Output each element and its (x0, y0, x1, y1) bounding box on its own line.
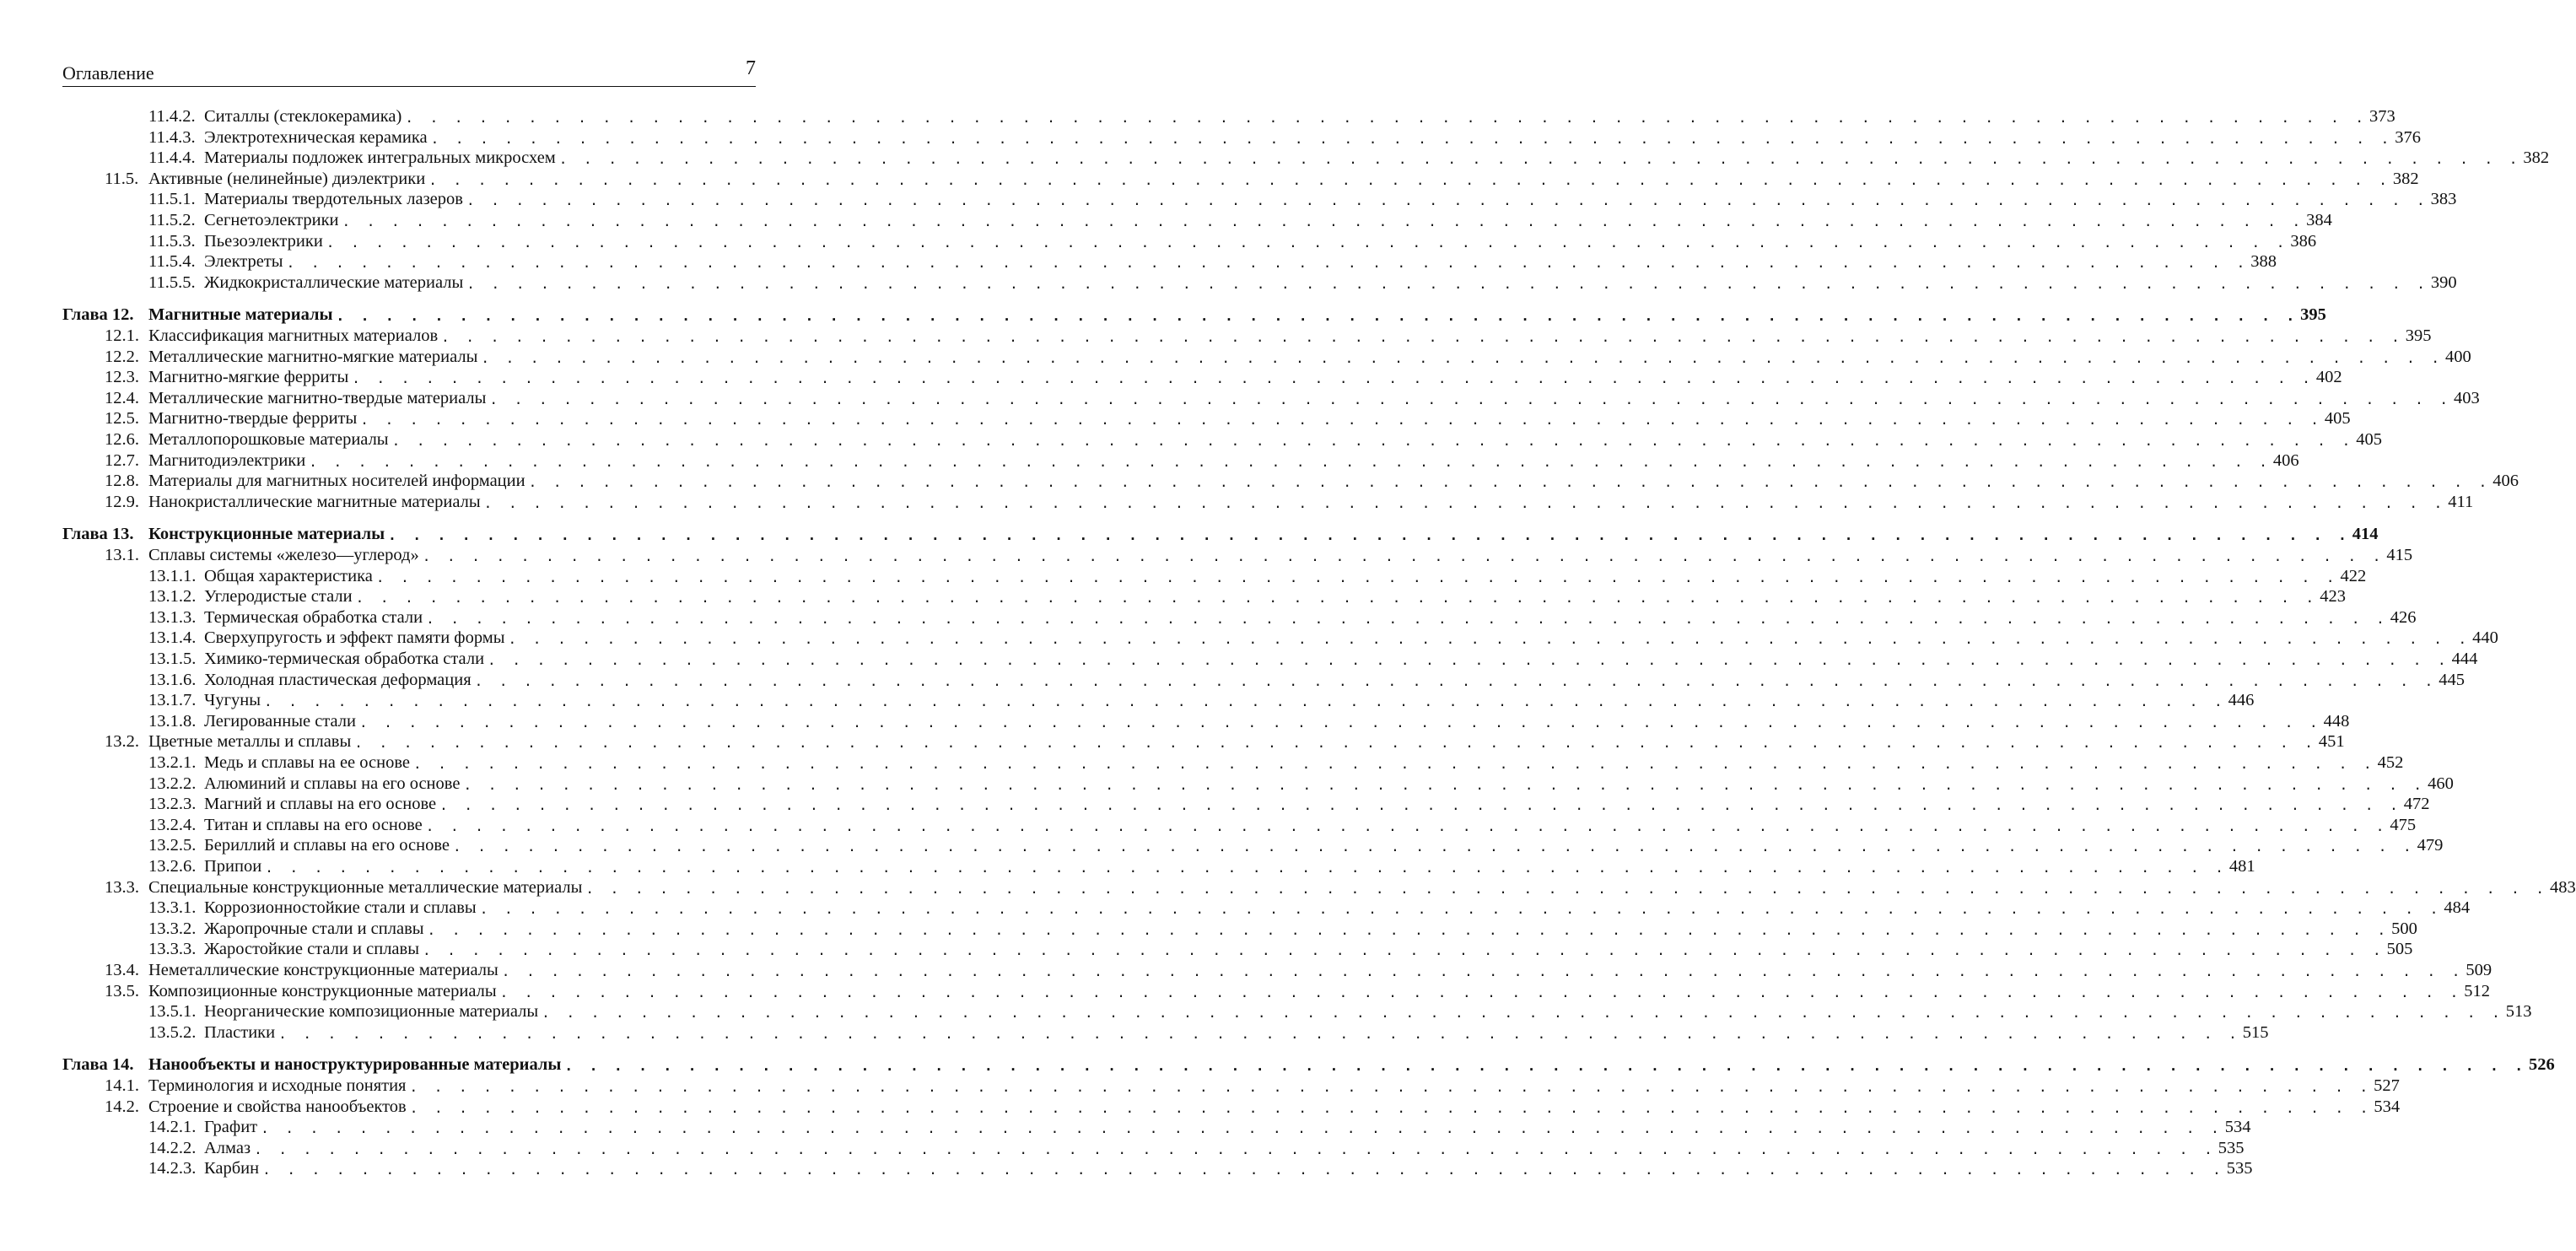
toc-entry (148, 752, 2404, 773)
dot-leader (254, 1141, 2217, 1158)
toc-entry-number: 13.1.7. (148, 691, 197, 710)
toc-entry-page: 405 (2324, 409, 2351, 429)
toc-entry-title: Пьезоэлектрики (204, 231, 323, 251)
dot-leader (392, 433, 2355, 450)
toc-entry (148, 938, 2413, 959)
toc-entry-number: 14.2.1. (148, 1118, 197, 1137)
toc-entry-number: 13.3.2. (148, 919, 197, 938)
toc-entry (105, 168, 2419, 189)
toc-entry-page: 505 (2386, 940, 2413, 959)
toc-entry (105, 959, 2492, 980)
toc-entry-number: 13.1.4. (148, 628, 197, 648)
toc-entry-title: Коррозионностойкие стали и сплавы (204, 898, 477, 918)
toc-entry (105, 1075, 2400, 1096)
toc-entry-number: 13.1.5. (148, 650, 197, 668)
toc-entry-number: 11.5. (105, 169, 139, 188)
toc-entry-number: 11.5.4. (148, 252, 196, 272)
toc-entry-title: Термическая обработка стали (204, 607, 423, 627)
toc-entry (148, 209, 2332, 230)
toc-entry-title: Магнитные материалы (148, 305, 333, 325)
toc-entry-title: Металлические магнитно-твердые материалы (148, 388, 487, 407)
toc-entry (148, 648, 2478, 669)
toc-entry-title: Конструкционные материалы (148, 525, 385, 544)
toc-entry (105, 450, 2299, 471)
dot-leader (466, 276, 2429, 293)
toc-entry-number: Глава 13. (62, 525, 134, 544)
toc-entry-page: 451 (2318, 732, 2345, 752)
toc-entry-number: 13.2.1. (148, 753, 197, 772)
toc-entry-number: 13.1.2. (148, 587, 197, 607)
dot-leader (431, 131, 2394, 148)
dot-leader (426, 611, 2389, 628)
toc-entry-number: 11.4.3. (148, 127, 196, 147)
toc-entry (148, 251, 2277, 272)
dot-leader (413, 756, 2376, 773)
toc-entry-title: Магний и сплавы на его основе (204, 795, 437, 814)
dot-leader (481, 350, 2444, 367)
toc-entry-number: 13.2.4. (148, 815, 197, 834)
dot-leader (309, 454, 2272, 471)
toc-entry-title: Электротехническая керамика (204, 127, 428, 147)
toc-entry-number: 11.5.3. (148, 231, 196, 251)
toc-entry (105, 470, 2519, 491)
toc-entry-page: 472 (2403, 795, 2430, 814)
page-number: 7 (746, 57, 756, 79)
toc-entry-number: Глава 12. (62, 305, 134, 325)
toc-entry-title: Чугуны (204, 691, 261, 710)
toc-entry-page: 440 (2472, 628, 2498, 648)
toc-entry (148, 710, 2350, 731)
dot-leader (410, 1100, 2373, 1117)
toc-entry-page: 534 (2374, 1097, 2401, 1116)
toc-entry-page: 513 (2505, 1002, 2532, 1022)
toc-entry-number: 12.2. (105, 347, 139, 366)
toc-entry-page: 460 (2428, 774, 2454, 793)
dot-leader (262, 1162, 2225, 1178)
dot-leader (342, 213, 2305, 230)
toc-entry-title: Неорганические композиционные материалы (204, 1002, 539, 1022)
toc-entry (148, 147, 2550, 168)
toc-entry-title: Магнитно-мягкие ферриты (148, 368, 349, 387)
toc-entry-page: 386 (2290, 231, 2317, 251)
dot-leader (326, 235, 2289, 251)
toc-entry-title: Жаростойкие стали и сплавы (204, 940, 419, 959)
toc-entry-title: Холодная пластическая деформация (204, 670, 472, 689)
toc-entry-number: 11.4.4. (148, 148, 196, 168)
toc-entry-page: 527 (2374, 1076, 2400, 1095)
toc-entry (105, 876, 2576, 898)
toc-entry-title: Цветные металлы и сплавы (148, 732, 352, 752)
toc-entry-number: 13.1. (105, 546, 139, 564)
running-header (62, 57, 756, 88)
toc-entry (148, 607, 2417, 628)
toc-entry-page: 415 (2386, 546, 2413, 564)
toc-entry-title: Общая характеристика (204, 566, 373, 585)
toc-entry (148, 1022, 2269, 1043)
dot-leader (287, 255, 2250, 272)
toc-entry (148, 669, 2466, 690)
toc-entry (105, 387, 2480, 408)
toc-entry-page: 403 (2454, 388, 2480, 407)
toc-entry-page: 512 (2464, 981, 2491, 1000)
dot-leader (356, 590, 2319, 607)
toc-entry (148, 1157, 2253, 1178)
toc-entry-title: Классификация магнитных материалов (148, 326, 439, 345)
toc-entry-title: Материалы твердотельных лазеров (204, 190, 463, 209)
toc-entry-number: 13.3.1. (148, 898, 197, 918)
toc-entry-number: 12.5. (105, 409, 139, 429)
toc-entry (105, 429, 2382, 450)
toc-entry (148, 188, 2457, 209)
toc-entry (148, 230, 2317, 251)
toc-entry-number: 11.5.5. (148, 272, 196, 292)
dot-leader (488, 652, 2450, 669)
toc-entry-page: 405 (2356, 430, 2382, 449)
dot-leader (441, 329, 2404, 346)
toc-entry-number: 13.4. (105, 961, 139, 979)
toc-entry-number: 13.5.2. (148, 1022, 197, 1042)
toc-entry-number: 14.2.3. (148, 1159, 197, 1178)
dot-leader (542, 1005, 2504, 1022)
toc-entry-number: 13.3.3. (148, 940, 197, 959)
toc-chapter-entry (62, 1054, 2555, 1075)
toc-entry-number: 13.2.3. (148, 795, 197, 814)
toc-entry (105, 731, 2345, 752)
toc-entry-page: 481 (2228, 857, 2255, 876)
toc-entry-number: 13.2.6. (148, 857, 197, 876)
toc-entry-number: 13.2.5. (148, 836, 197, 855)
toc-entry (148, 918, 2417, 939)
toc-entry-page: 402 (2315, 368, 2342, 387)
toc-entry-page: 422 (2340, 566, 2367, 585)
toc-entry-title: Легированные стали (204, 711, 356, 731)
toc-entry-page: 423 (2320, 587, 2346, 607)
toc-entry-page: 426 (2390, 607, 2417, 627)
dot-leader (500, 984, 2463, 1001)
toc-entry (148, 855, 2255, 876)
toc-entry-number: Глава 14. (62, 1055, 134, 1075)
toc-entry (148, 585, 2346, 607)
dot-leader (360, 412, 2323, 429)
toc-entry-page: 373 (2369, 107, 2395, 126)
dot-leader (466, 192, 2429, 209)
toc-entry-page: 500 (2391, 919, 2417, 938)
toc-entry-title: Припои (204, 857, 262, 876)
toc-entry-number: 12.8. (105, 472, 139, 491)
toc-entry-number: 11.4.2. (148, 107, 196, 126)
toc-entry-title: Строение и свойства нанообъектов (148, 1097, 407, 1116)
toc-entry-title: Пластики (204, 1022, 276, 1042)
toc-entry-page: 445 (2439, 670, 2466, 689)
dot-leader (463, 777, 2426, 794)
toc-entry (148, 773, 2454, 794)
dot-leader (439, 797, 2402, 814)
toc-entry-page: 383 (2430, 190, 2457, 209)
toc-entry-number: 13.2.2. (148, 774, 197, 793)
toc-entry-page: 382 (2392, 169, 2419, 188)
toc-entry-title: Жаропрочные стали и сплавы (204, 919, 424, 938)
toc-entry (148, 1137, 2245, 1158)
toc-entry-title: Бериллий и сплавы на его основе (204, 836, 450, 855)
toc-entry-title: Титан и сплавы на его основе (204, 815, 423, 834)
toc-entry (148, 793, 2430, 814)
toc-entry-page: 411 (2448, 492, 2474, 511)
toc-entry-title: Магнитно-твердые ферриты (148, 409, 358, 429)
toc-entry-page: 376 (2395, 127, 2421, 147)
toc-entry-title: Графит (204, 1118, 258, 1137)
toc-entry (105, 1096, 2401, 1117)
toc-entry (105, 980, 2491, 1001)
toc-entry (105, 491, 2474, 512)
toc-entry-page: 446 (2228, 691, 2255, 710)
dot-leader (388, 527, 2351, 544)
toc-entry-number: 14.2.2. (148, 1138, 197, 1157)
dot-leader (489, 391, 2452, 408)
toc-entry-number: 12.3. (105, 368, 139, 387)
toc-entry-title: Специальные конструкционные металлические материалы (148, 877, 583, 897)
toc-entry-page: 384 (2306, 211, 2332, 229)
toc-entry-page: 395 (2405, 326, 2432, 345)
toc-entry (148, 627, 2498, 648)
toc-entry (148, 897, 2471, 918)
toc-entry-title: Сегнетоэлектрики (204, 211, 339, 229)
toc-entry-page: 406 (2492, 472, 2519, 491)
toc-entry (105, 544, 2413, 565)
dot-leader (585, 881, 2548, 898)
dot-leader (405, 110, 2368, 127)
dot-leader (359, 714, 2322, 731)
toc-entry-page: 479 (2417, 836, 2444, 855)
toc-entry-title: Материалы для магнитных носителей информации (148, 472, 525, 491)
dot-leader (410, 1079, 2373, 1096)
toc-entry-title: Нанокристаллические магнитные материалы (148, 492, 481, 511)
toc-entry-title: Алмаз (204, 1138, 251, 1157)
dot-leader (480, 901, 2443, 918)
toc-entry (148, 127, 2421, 148)
dot-leader (337, 308, 2299, 325)
toc-entry-number: 12.6. (105, 430, 139, 449)
toc-entry-page: 406 (2272, 450, 2299, 470)
toc-entry-page: 535 (2226, 1159, 2253, 1178)
dot-leader (453, 838, 2416, 855)
toc-entry-title: Ситаллы (стеклокерамика) (204, 107, 402, 126)
toc-entry (105, 346, 2471, 367)
dot-leader (261, 1120, 2223, 1137)
toc-entry-number: 12.9. (105, 492, 139, 511)
toc-entry-number: 12.4. (105, 388, 139, 407)
toc-entry (148, 565, 2367, 586)
toc-entry-title: Химико-термическая обработка стали (204, 650, 485, 668)
toc-entry-page: 400 (2445, 347, 2471, 366)
header-title: Оглавление (62, 62, 154, 84)
dot-leader (564, 1058, 2527, 1075)
toc-entry-number: 13.1.1. (148, 566, 197, 585)
toc-entry-title: Электреты (204, 252, 283, 272)
toc-entry-page: 534 (2224, 1118, 2251, 1137)
toc-entry-title: Неметаллические конструкционные материалы (148, 961, 498, 979)
toc-entry (148, 814, 2417, 835)
toc-entry-number: 14.2. (105, 1097, 139, 1116)
toc-entry-number: 13.3. (105, 877, 139, 897)
toc-chapter-entry (62, 304, 2326, 325)
toc-entry-page: 444 (2451, 650, 2478, 668)
toc-entry-number: 13.5. (105, 981, 139, 1000)
dot-leader (423, 548, 2385, 565)
toc-entry (105, 407, 2351, 429)
toc-chapter-entry (62, 523, 2379, 544)
toc-entry (148, 272, 2457, 293)
dot-leader (559, 151, 2522, 168)
dot-leader (423, 942, 2385, 959)
toc-entry-page: 509 (2466, 961, 2492, 979)
toc-entry (105, 325, 2432, 346)
dot-leader (475, 673, 2438, 690)
toc-entry-page: 526 (2529, 1055, 2555, 1075)
toc-entry-page: 390 (2430, 272, 2457, 292)
dot-leader (278, 1026, 2241, 1043)
toc-entry-page: 382 (2523, 148, 2550, 168)
toc-entry-number: 13.1.8. (148, 711, 197, 731)
toc-entry-title: Сверхупругость и эффект памяти формы (204, 628, 505, 648)
dot-leader (428, 172, 2391, 189)
toc-entry-title: Композиционные конструкционные материалы (148, 981, 497, 1000)
toc-entry-number: 13.1.3. (148, 607, 197, 627)
toc-entry-title: Нанообъекты и наноструктурированные материалы (148, 1055, 562, 1075)
dot-leader (354, 735, 2317, 752)
toc-entry-page: 448 (2323, 711, 2350, 731)
toc-entry-number: 13.1.6. (148, 670, 197, 689)
toc-entry-title: Сплавы системы «железо—углерод» (148, 546, 419, 564)
toc-entry-number: 11.5.2. (148, 211, 196, 229)
toc-entry-title: Терминология и исходные понятия (148, 1076, 407, 1095)
toc-entry-title: Активные (нелинейные) диэлектрики (148, 169, 426, 188)
toc-entry-number: 12.7. (105, 450, 139, 470)
toc-entry-page: 452 (2377, 753, 2404, 772)
toc-entry (105, 366, 2342, 387)
toc-entry-page: 535 (2218, 1138, 2245, 1157)
dot-leader (352, 370, 2315, 387)
toc-entry-page: 395 (2300, 305, 2326, 325)
toc-entry-page: 388 (2250, 252, 2277, 272)
toc-entry-number: 11.5.1. (148, 190, 196, 209)
toc-entry-title: Магнитодиэлектрики (148, 450, 306, 470)
toc-entry-page: 483 (2550, 877, 2576, 897)
toc-entry-title: Углеродистые стали (204, 587, 353, 607)
dot-leader (509, 631, 2471, 648)
toc-entry-title: Жидкокристаллические материалы (204, 272, 464, 292)
toc-entry-number: 13.2. (105, 732, 139, 752)
dot-leader (426, 818, 2389, 835)
toc-entry-page: 414 (2352, 525, 2379, 544)
toc-entry (148, 1000, 2532, 1022)
toc-entry-title: Материалы подложек интегральных микросхем (204, 148, 556, 168)
toc-entry-number: 13.5.1. (148, 1002, 197, 1022)
header-rule (62, 86, 756, 87)
toc-entry-page: 484 (2444, 898, 2471, 918)
toc-entry (148, 105, 2395, 127)
toc-entry-page: 475 (2390, 815, 2417, 834)
toc-entry (148, 689, 2255, 710)
dot-leader (376, 569, 2339, 586)
toc-entry-number: 12.1. (105, 326, 139, 345)
toc-entry-title: Медь и сплавы на ее основе (204, 753, 411, 772)
toc-entry (148, 1116, 2251, 1137)
toc-entry-title: Алюминий и сплавы на его основе (204, 774, 461, 793)
dot-leader (502, 963, 2465, 980)
toc-entry-page: 515 (2242, 1022, 2269, 1042)
toc-entry-title: Металлические магнитно-мягкие материалы (148, 347, 478, 366)
toc-entry (148, 834, 2444, 855)
dot-leader (264, 693, 2227, 710)
toc-entry-number: 14.1. (105, 1076, 139, 1095)
toc-entry-title: Карбин (204, 1159, 260, 1178)
dot-leader (484, 495, 2447, 512)
dot-leader (265, 860, 2228, 876)
dot-leader (529, 474, 2492, 491)
dot-leader (428, 922, 2390, 939)
toc-entry-title: Металлопорошковые материалы (148, 430, 389, 449)
